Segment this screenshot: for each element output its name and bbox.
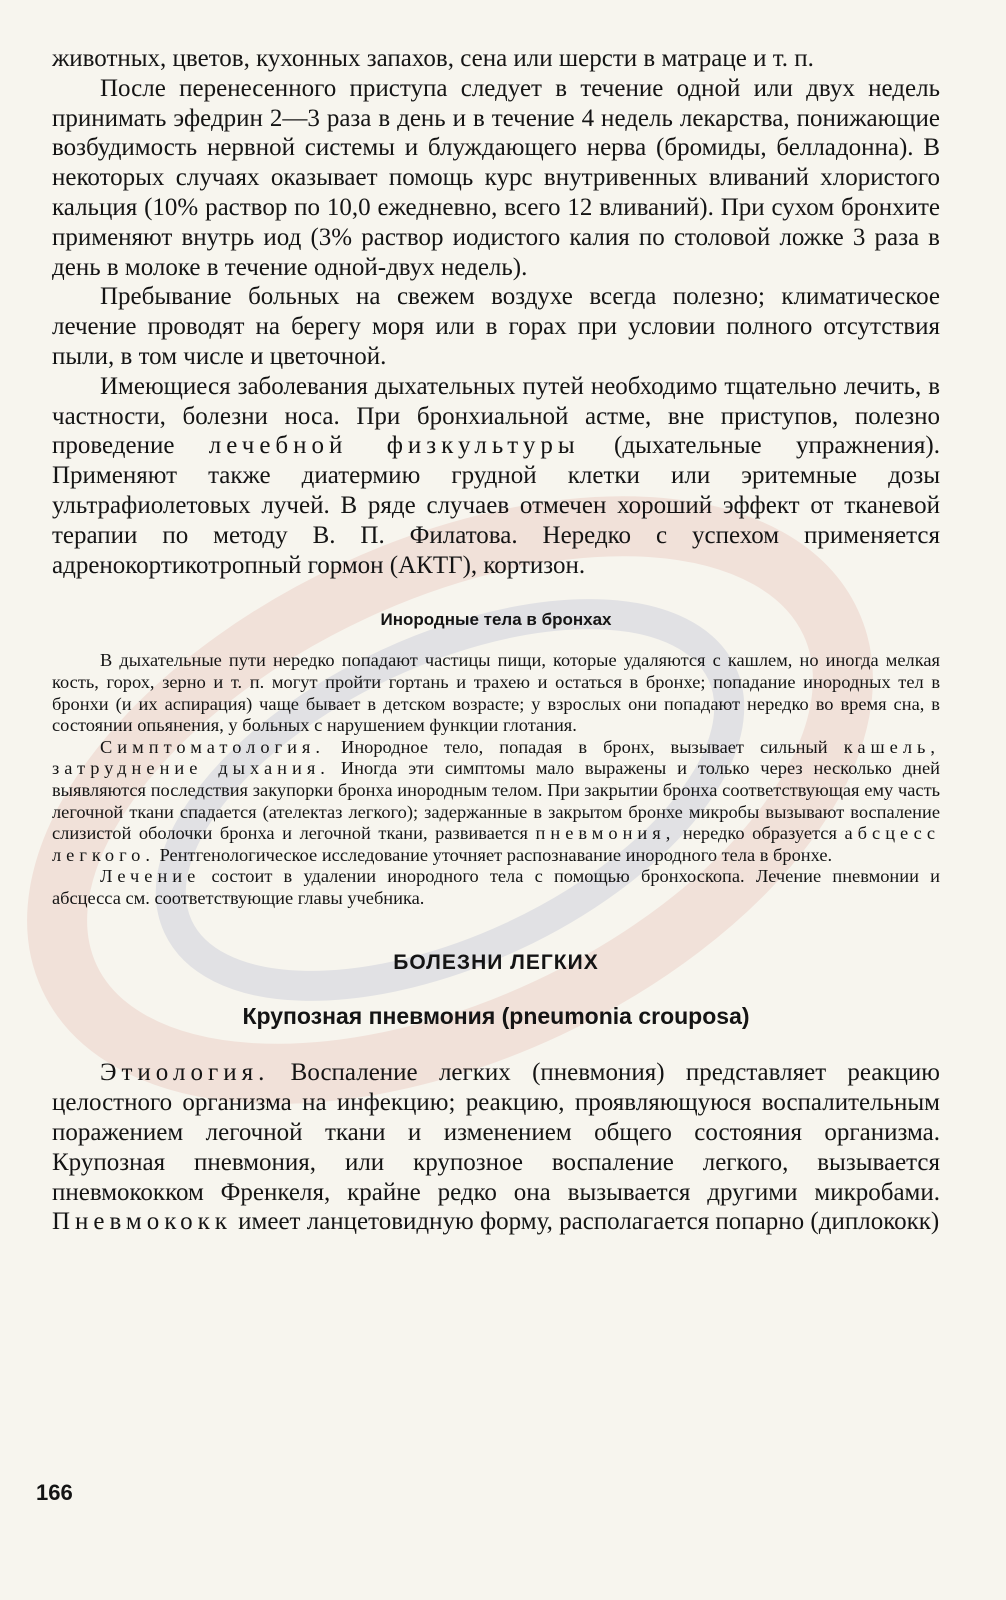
subheading-foreign-bodies: Инородные тела в бронхах (380, 610, 612, 630)
text-run: Иногда эти симптомы мало выражены и только через несколько дней выявляются последствия закупорки бронха инородным телом. При закрытии бронха соответствующая ему часть легочной ткани спадается (ателектаз легкого); задержанные в закрытом бронхе микробы вызывают воспаление слизистой оболочки бронха и легочной ткани, развивается (52, 758, 941, 844)
paragraph-allergens: животных, цветов, кухонных запахов, сена или шерсти в матраце и т. п. (52, 45, 814, 72)
section-title: БОЛЕЗНИ ЛЕГКИХ (393, 951, 599, 975)
spaced-term: лечебной физкультуры (208, 432, 580, 460)
text-run: состоит в удалении инородного тела с помощью бронхоскопа. Лечение пневмонии и абсцесса см. соответствующие главы учебника. (52, 866, 940, 908)
chapter-title: Крупозная пневмония (pneumonia crouposa) (242, 1003, 750, 1030)
text-run: нередко образуется (675, 823, 845, 844)
spaced-term: абсцесс легкого. (52, 823, 940, 865)
paragraph-etiology (52, 1058, 940, 1237)
spaced-term: Лечение (100, 866, 201, 887)
paragraph-climate: Пребывание больных на свежем воздухе всегда полезно; климатическое лечение проводят на берегу моря или в горах при условии полного отсутствия пыли, в том числе и цветочной. (52, 283, 940, 370)
spaced-term: Симптоматология. (100, 736, 325, 757)
paragraph-after-attack: После перенесенного приступа следует в течение одной или двух недель принимать эфедрин 2—3 раза в день и в течение 4 недель лекарства, понижающие возбудимость нервной системы и блуждающего нерва (бромиды, белладонна). В некоторых случаях оказывает помощь курс внутривенных вливаний хлористого кальция (10% раствор по 10,0 ежедневно, всего 12 вливаний). При сухом бронхите применяют внутрь иод (3% раствор иодистого калия по столовой ложке 3 раза в день в молоке в течение одной-двух недель). (52, 74, 940, 281)
page-number: 166 (36, 1480, 73, 1505)
text-run: Имеющиеся заболевания дыхательных путей необходимо тщательно лечить, в частности, болезни носа. При бронхиальной астме, вне приступов, полезно проведение (52, 372, 940, 460)
small-paragraph-symptoms (52, 737, 940, 867)
spaced-term: кашель, затруднение дыхания. (52, 736, 940, 779)
small-paragraph-treatment (52, 866, 940, 909)
text-run: имеет ланцетовидную форму, располагается попарно (диплококк) (231, 1208, 940, 1236)
text-run: Рентгенологическое исследование уточняет распознавание инородного тела в бронхе. (154, 844, 833, 865)
text-run: Воспаление легких (пневмония) представляет реакцию целостного организма на инфекцию; реакцию, проявляющуюся воспалительным поражением легочной ткани и изменением общего состояния организма. Крупозная пневмония, или крупозное воспаление легкого, вызывается пневмококком Френкеля, крайне редко она вызывается другими микробами. (52, 1059, 940, 1206)
spaced-term: пневмония, (535, 823, 676, 844)
small-paragraph-intro: В дыхательные пути нередко попадают частицы пищи, которые удаляются с кашлем, но иногда мелкая кость, горох, зерно и т. п. могут пройти гортань и трахею и остаться в бронхе; попадание инородных тел в бронхи (и их аспирация) чаще бывает в детском возрасте; у взрослых они попадают нередко во время сна, в состоянии опьянения, у больных с нарушением функции глотания. (52, 650, 940, 736)
paragraph-treatment (52, 372, 940, 581)
text-run: Инородное тело, попадая в бронх, вызывает сильный (325, 736, 844, 757)
page-content (52, 44, 940, 1237)
spaced-term: Пневмококк (52, 1208, 232, 1236)
spaced-term: Этиология. (100, 1059, 270, 1087)
text-run: (дыхательные упражнения). Применяют также диатермию грудной клетки или эритемные дозы ультрафиолетовых лучей. В ряде случаев отмечен хороший эффект от тканевой терапии по методу В. П. Филатова. Нередко с успехом применяется адренокортикотропный гормон (АКТГ), кортизон. (52, 432, 941, 579)
